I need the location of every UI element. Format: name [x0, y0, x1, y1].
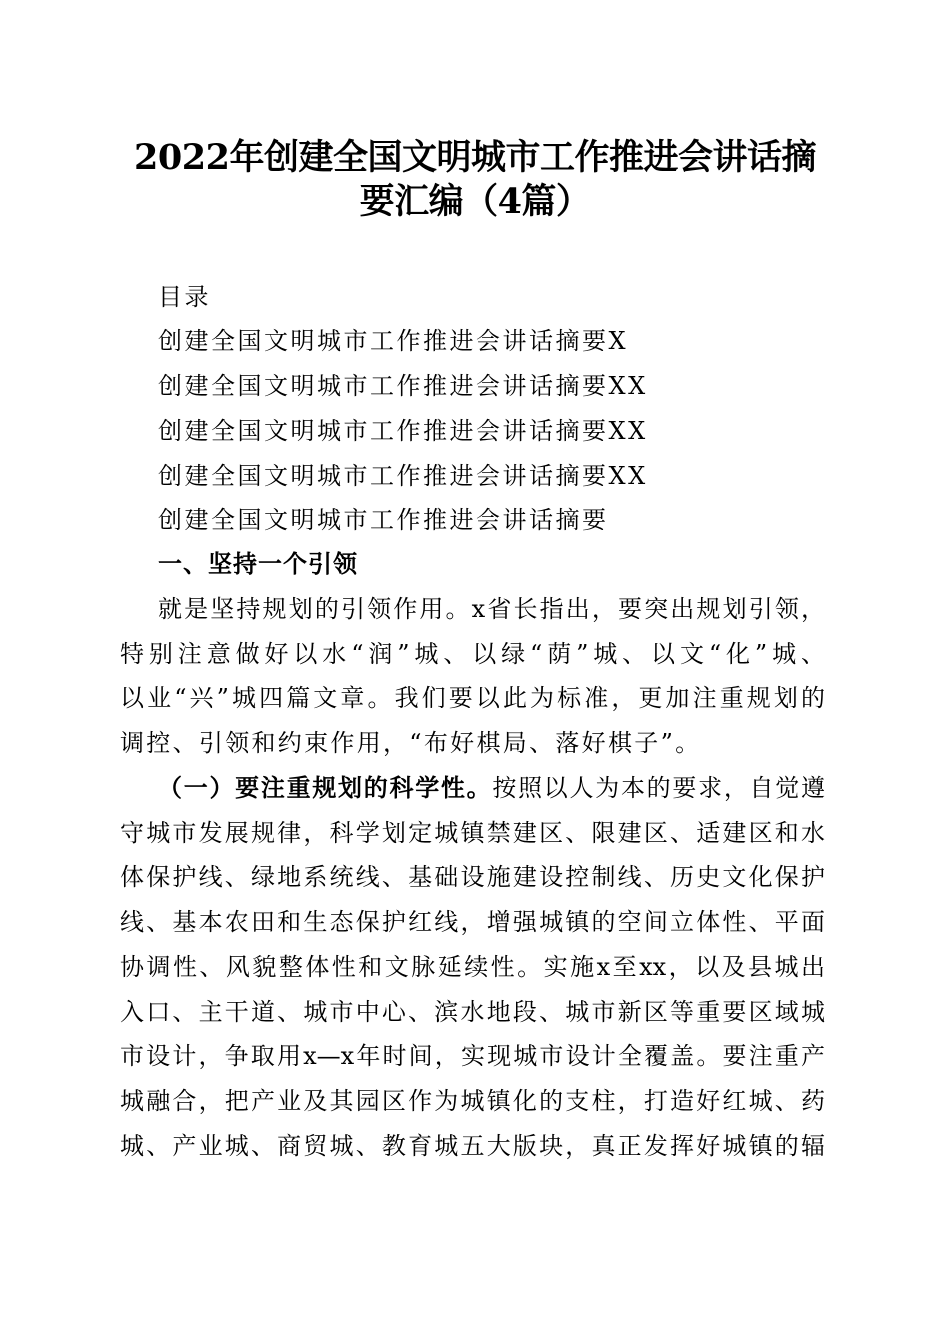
paragraph-line: 以业“兴”城四篇文章。我们要以此为标准，更加注重规划的	[120, 684, 825, 712]
toc-item: 创建全国文明城市工作推进会讲话摘要XX	[158, 462, 648, 490]
paragraph-line	[158, 773, 825, 803]
toc-item: 创建全国文明城市工作推进会讲话摘要X	[158, 327, 629, 355]
paragraph-line: 入口、主干道、城市中心、滨水地段、城市新区等重要区域城	[120, 998, 825, 1026]
document-title-line-2: 要汇编（4篇）	[359, 181, 591, 222]
toc-label: 目录	[158, 283, 211, 311]
toc-item: 创建全国文明城市工作推进会讲话摘要XX	[158, 372, 648, 400]
paragraph-line: 城融合，把产业及其园区作为城镇化的支柱，打造好红城、药	[120, 1087, 825, 1115]
toc-item: 创建全国文明城市工作推进会讲话摘要	[158, 506, 609, 534]
paragraph-line: 体保护线、绿地系统线、基础设施建设控制线、历史文化保护	[120, 863, 825, 891]
paragraph-line: 线、基本农田和生态保护红线，增强城镇的空间立体性、平面	[120, 908, 825, 936]
sub-heading: （一）要注重规划的科学性。	[158, 773, 493, 802]
document-title-line-1: 2022年创建全国文明城市工作推进会讲话摘	[134, 137, 816, 178]
section-heading: 一、坚持一个引领	[158, 549, 358, 578]
paragraph-line: 调控、引领和约束作用，“布好棋局、落好棋子”。	[120, 729, 702, 757]
paragraph-line: 守城市发展规律，科学划定城镇禁建区、限建区、适建区和水	[120, 819, 825, 847]
paragraph-line: 城、产业城、商贸城、教育城五大版块，真正发挥好城镇的辐	[120, 1132, 825, 1160]
paragraph-line: 市设计，争取用x—x年时间，实现城市设计全覆盖。要注重产	[120, 1042, 825, 1070]
toc-item: 创建全国文明城市工作推进会讲话摘要XX	[158, 417, 648, 445]
paragraph-line: 协调性、风貌整体性和文脉延续性。实施x至xx，以及县城出	[120, 953, 825, 981]
paragraph-line: 特别注意做好以水“润”城、以绿“荫”城、以文“化”城、	[120, 640, 825, 668]
paragraph-text: 按照以人为本的要求，自觉遵	[492, 774, 825, 802]
paragraph-line: 就是坚持规划的引领作用。x省长指出，要突出规划引领，	[158, 595, 825, 623]
